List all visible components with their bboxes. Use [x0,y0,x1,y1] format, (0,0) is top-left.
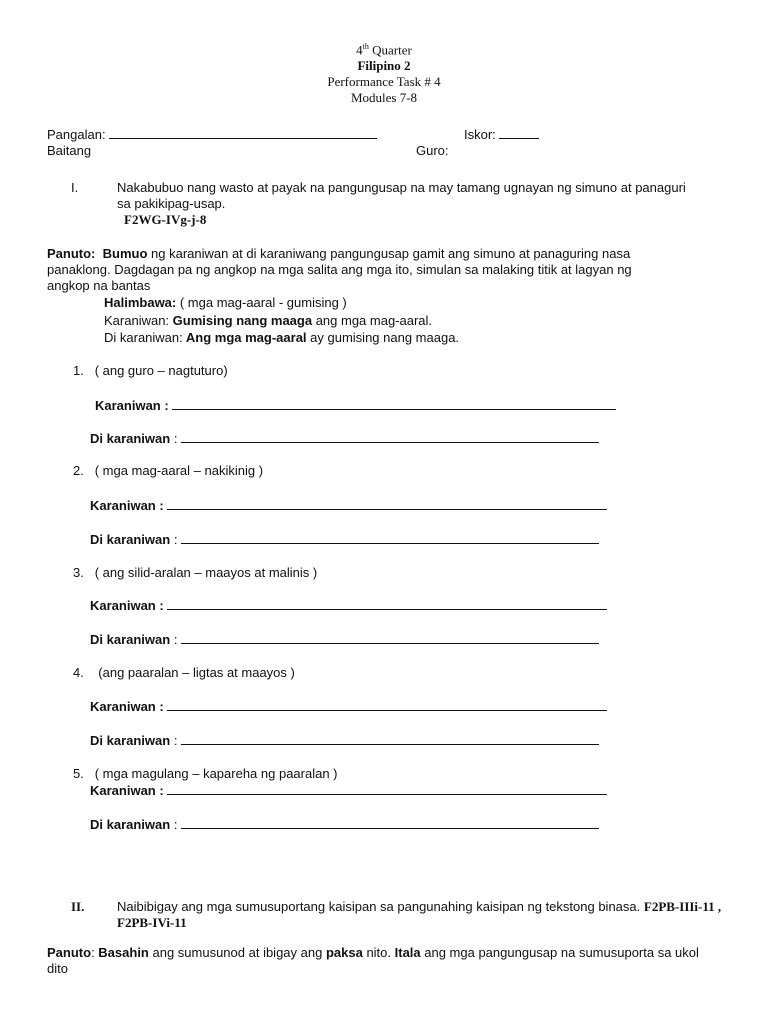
grade-label: Baitang [47,143,92,158]
section2-objective: Naibibigay ang mga sumusuportang kaisipan sa pangunahing kaisipan ng tekstong binasa. F2PB-IIIi-11 , [117,899,722,914]
score-blank[interactable] [499,126,539,139]
section1-objective-line2: sa pakikipag-usap. [117,196,226,211]
item-4-karaniwan: Karaniwan : [90,698,607,714]
item-2-di-karaniwan-blank[interactable] [181,531,599,544]
task-title: Performance Task # 4 [327,74,441,89]
item-2-karaniwan: Karaniwan : [90,497,607,513]
item-4-di-karaniwan: Di karaniwan : [90,732,599,748]
item-4-prompt: 4. (ang paaralan – ligtas at maayos ) [73,665,295,680]
item-3-prompt: 3. ( ang silid-aralan – maayos at malinis ) [73,565,318,580]
item-5-karaniwan: Karaniwan : [90,782,607,798]
item-3-di-karaniwan: Di karaniwan : [90,631,599,647]
item-3-karaniwan-blank[interactable] [167,597,607,610]
item-1-karaniwan: Karaniwan : [95,397,616,413]
item-5-prompt: 5. ( mga magulang – kapareha ng paaralan ) [73,766,338,781]
item-4-karaniwan-blank[interactable] [167,698,607,711]
subject-title: Filipino 2 [357,58,411,73]
item-2-prompt: 2. ( mga mag-aaral – nakikinig ) [73,463,264,478]
modules-title: Modules 7-8 [350,90,418,105]
item-5-karaniwan-blank[interactable] [167,782,607,795]
section1-code: F2WG-IVg-j-8 [124,212,207,227]
directions-line2: panaklong. Dagdagan pa ng angkop na mga salita ang mga ito, simulan sa malaking titik at lagyan ng [47,262,632,277]
directions2-line1: Panuto: Basahin ang sumusunod at ibigay ang paksa nito. Itala ang mga pangungusap na sumusuporta sa ukol [47,945,699,960]
section1-numeral: I. [71,180,79,195]
item-2-di-karaniwan: Di karaniwan : [90,531,599,547]
item-1-karaniwan-blank[interactable] [172,397,616,410]
section2-numeral: II. [71,899,85,914]
item-1-di-karaniwan-blank[interactable] [181,430,599,443]
item-3-di-karaniwan-blank[interactable] [181,631,599,644]
quarter-heading: 4th Quarter [356,42,412,58]
teacher-label: Guro: [416,143,449,158]
example-line: Halimbawa: ( mga mag-aaral - gumising ) [104,295,347,310]
score-field: Iskor: [464,126,539,142]
section1-objective-line1: Nakabubuo nang wasto at payak na pangungusap na may tamang ugnayan ng simuno at panaguri [117,180,686,195]
item-5-di-karaniwan-blank[interactable] [181,816,599,829]
name-field: Pangalan: [47,126,377,142]
directions-line3: angkop na bantas [47,278,151,293]
item-3-karaniwan: Karaniwan : [90,597,607,613]
example-di-karaniwan: Di karaniwan: Ang mga mag-aaral ay gumising nang maaga. [104,330,460,345]
name-blank[interactable] [109,126,377,139]
section2-code2: F2PB-IVi-11 [117,915,187,930]
directions-line1: Panuto: Bumuo ng karaniwan at di karaniwang pangungusap gamit ang simuno at panaguring nasa [47,246,631,261]
item-5-di-karaniwan: Di karaniwan : [90,816,599,832]
item-2-karaniwan-blank[interactable] [167,497,607,510]
item-4-di-karaniwan-blank[interactable] [181,732,599,745]
item-1-prompt: 1. ( ang guro – nagtuturo) [73,363,228,378]
item-1-di-karaniwan: Di karaniwan : [90,430,599,446]
example-karaniwan: Karaniwan: Gumising nang maaga ang mga mag-aaral. [104,313,433,328]
directions2-line2: dito [47,961,68,976]
